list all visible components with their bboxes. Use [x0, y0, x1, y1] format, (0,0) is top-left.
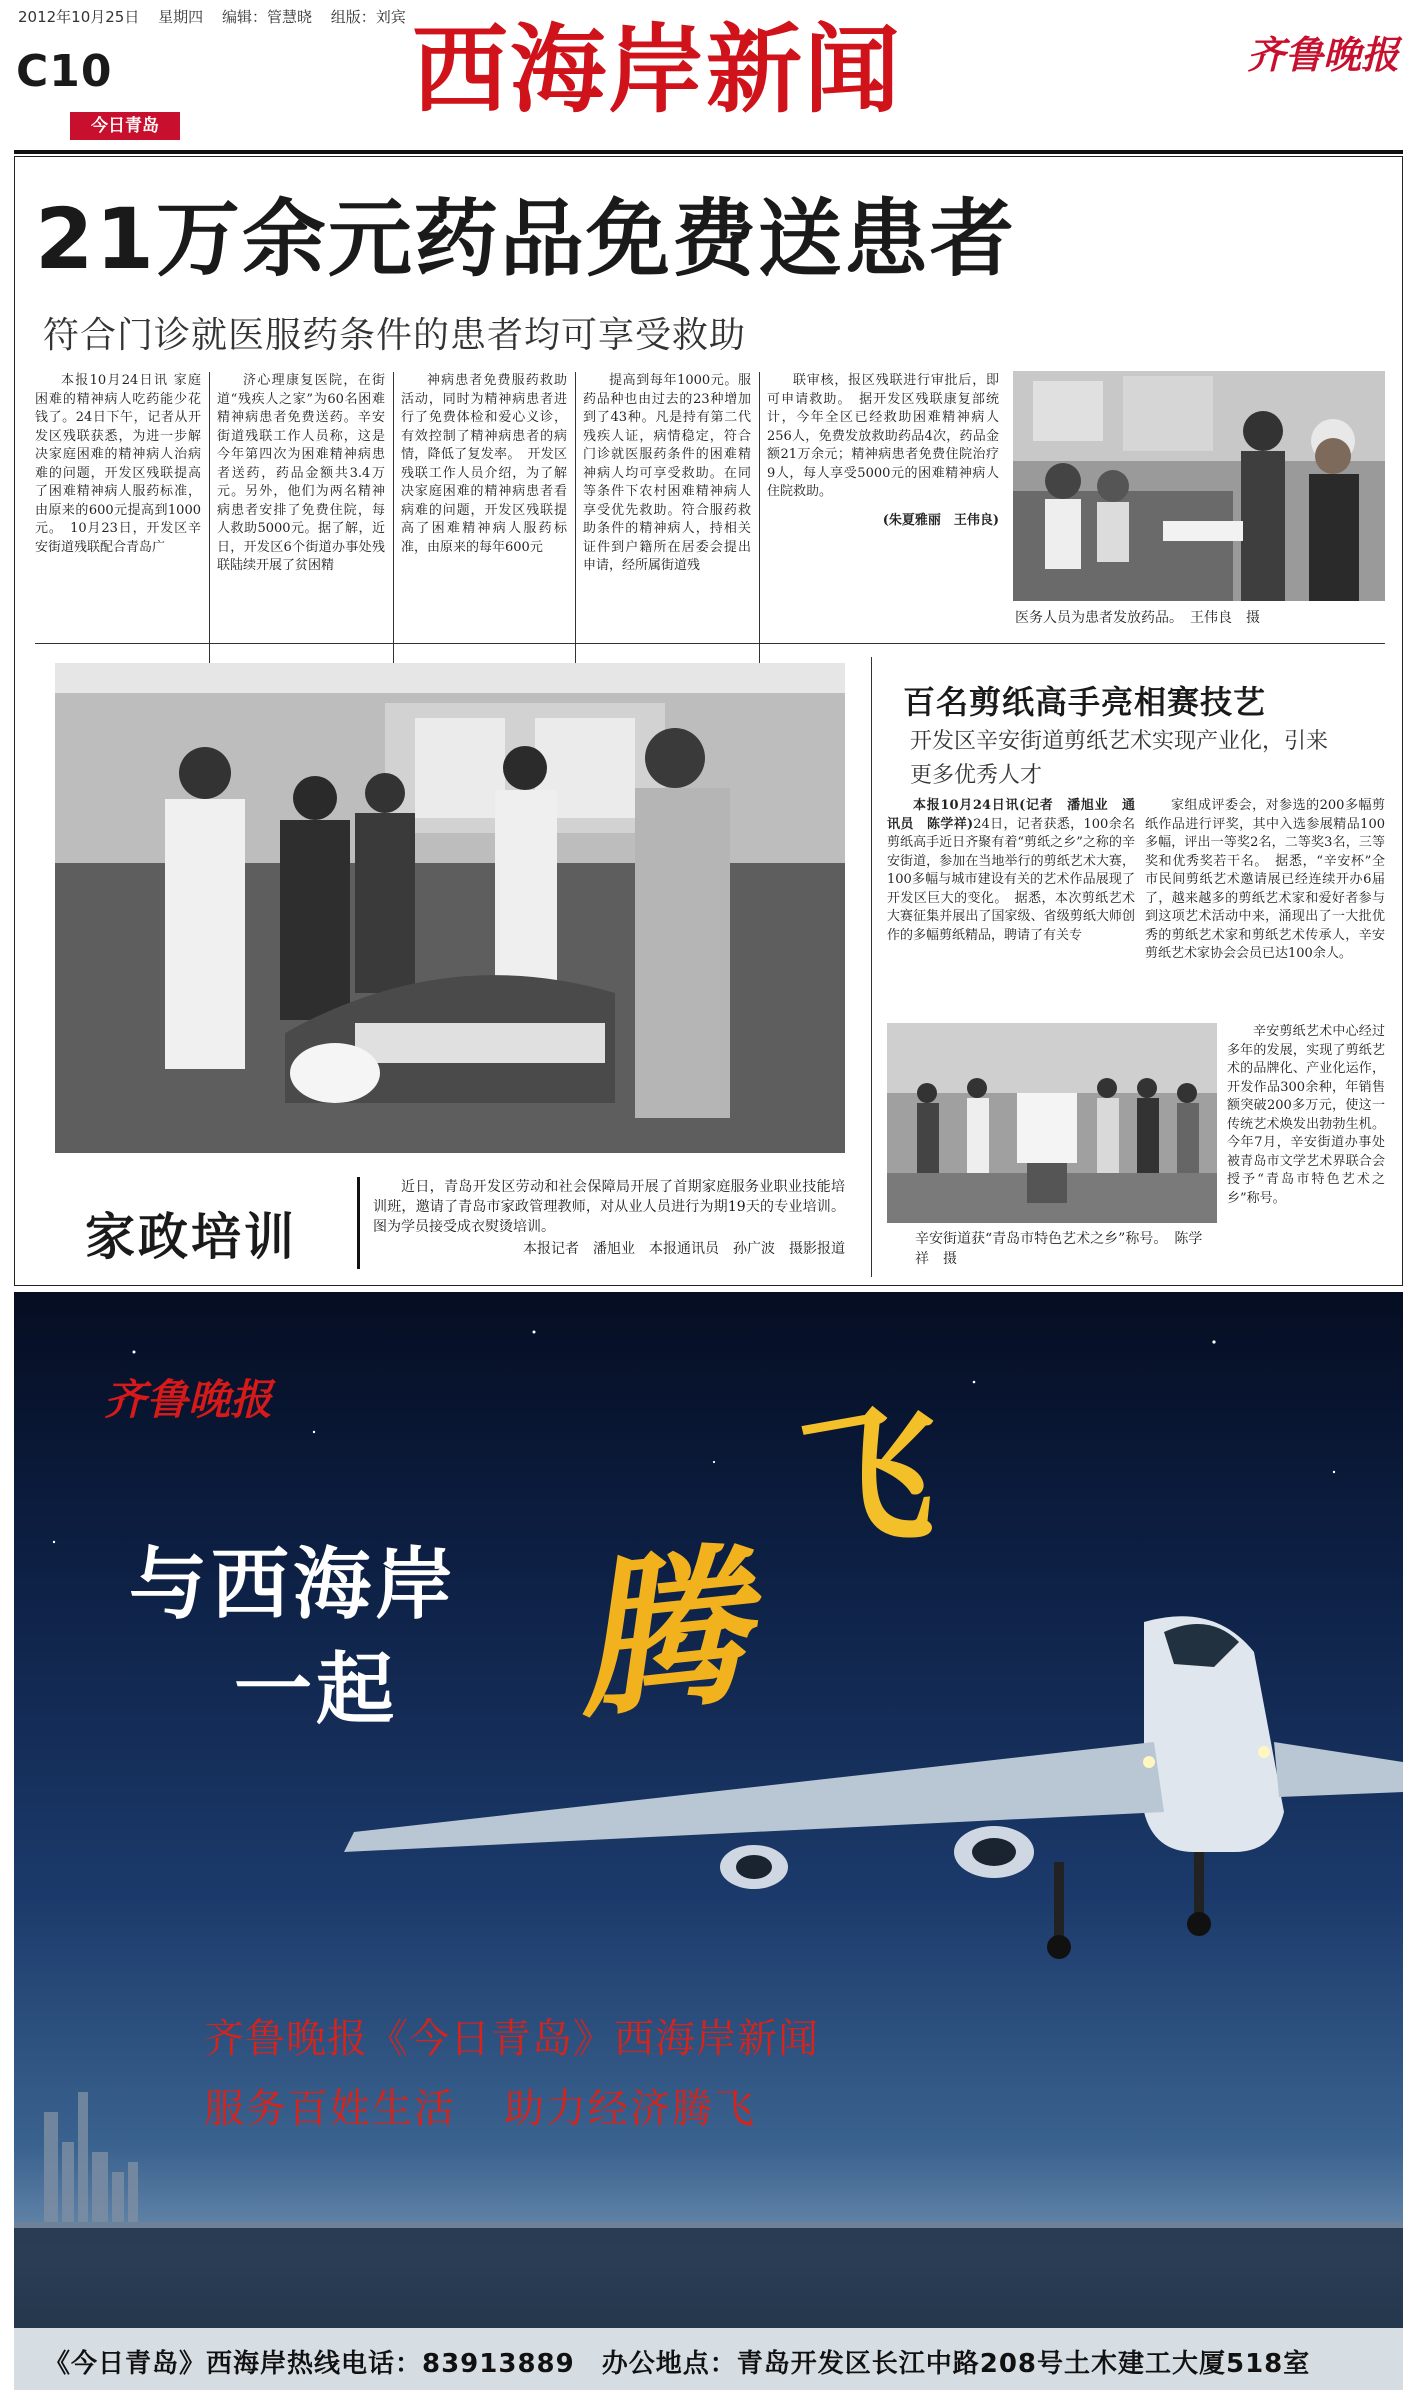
ad-calligraphy-fei: 飞 [762, 1383, 941, 1583]
papercut-column-3: 辛安剪纸艺术中心经过多年的发展，实现了剪纸艺术的品牌化、产业化运作，开发作品300余种，年销售额突破200多万元，使这一传统艺术焕发出勃勃生机。今年7月，辛安街道办事处被青岛市文学艺术界联合会授予“青岛市特色艺术之乡”称号。 [1227, 1024, 1385, 1206]
papercut-subtitle: 开发区辛安街道剪纸艺术实现产业化，引来更多优秀人才 [910, 729, 1329, 788]
section-badge: 今日青岛 [70, 112, 180, 140]
lead-column-4: 提高到每年1000元。服药品种也由过去的23种增加到了43种。凡是持有第二代残疾人证，病情稳定，符合门诊就医服药条件的困难精神病人均可享受救助。在同等条件下农村困难精神病人享受优先救助。符合服药救助条件的精神病人，持相关证件到户籍所在居委会提出申请，经所属街道残 [583, 373, 751, 573]
papercut-photo [887, 1023, 1217, 1223]
lead-column-1: 本报10月24日讯 家庭困难的精神病人吃药能少花钱了。24日下午，记者从开发区残联获悉，为进一步解决家庭困难的精神病人治病难的问题，开发区残联提高了困难精神病人服药标准，由原来的600元提高到1000元。 10月23日，开发区辛安街道残联配合青岛广 [35, 373, 201, 555]
photo-story-body: 近日，青岛开发区劳动和社会保障局开展了首期家庭服务业职业技能培训班，邀请了青岛市家政管理教师，对从业人员进行为期19天的专业培训。图为学员接受成衣熨烫培训。 [373, 1179, 845, 1235]
ad-brand-logo: 齐鲁晚报 [104, 1375, 273, 1424]
lead-subhead: 符合门诊就医服药条件的患者均可享受救助 [43, 315, 747, 356]
papercut-photo-caption: 辛安街道获“青岛市特色艺术之乡”称号。 陈学祥 摄 [915, 1231, 1203, 1267]
papercut-column-2: 家组成评委会，对参选的200多幅剪纸作品进行评奖，其中入选参展精品100多幅，评出一等奖2名，二等奖3名，三等奖和优秀奖若干名。 据悉，“辛安杯”全市民间剪纸艺术邀请展已经连续开办6届了，越来越多的剪纸艺术家和爱好者参与到这项艺术活动中来，涌现出了一大批优秀的剪纸艺术家和剪纸艺术传承人，辛安剪纸艺术家协会会员已达100余人。 [1145, 798, 1385, 961]
masthead-title: 西海岸新闻 [412, 13, 902, 126]
ad-slogan-2a: 服务百姓生活 [204, 2086, 456, 2132]
lead-credit: (朱夏雅丽 王伟良) [882, 512, 999, 528]
medicine-photo-caption: 医务人员为患者发放药品。 王伟良 摄 [1015, 610, 1260, 626]
editor-credit: 编辑：管慧晓 [221, 8, 312, 26]
housekeeping-photo-image [55, 663, 845, 1153]
ad-headline-1: 与西海岸 [129, 1540, 458, 1630]
column-divider [871, 657, 872, 1277]
layout-credit: 组版：刘宾 [330, 8, 406, 26]
news-frame [14, 156, 1403, 1286]
ad-footer-bar [14, 2328, 1403, 2390]
lead-column-2: 济心理康复医院，在街道“残疾人之家”为60名困难精神病患者免费送药。辛安街道残联工作人员称，这是今年第四次为困难精神病患者送药，药品金额共3.4万元。另外，他们为两名精神病患者安排了免费住院，每人救助5000元。据了解，近日，开发区6个街道办事处残联陆续开展了贫困精 [217, 373, 385, 573]
ad-slogan-2 [204, 2077, 804, 2134]
ad-slogan-2b: 助力经济腾飞 [504, 2086, 756, 2132]
housekeeping-photo [55, 663, 845, 1153]
medicine-photo [1013, 371, 1385, 601]
photo-story-bar [357, 1177, 360, 1269]
photo-story-text [373, 1177, 845, 1259]
ad-contact-info: 《今日青岛》西海岸热线电话：83913889 办公地点：青岛开发区长江中路208号土木建工大厦518室 [44, 2349, 1311, 2379]
brand-logo: 齐鲁晚报 [1246, 32, 1399, 77]
issue-weekday: 星期四 [158, 8, 204, 26]
papercut-photo-image [887, 1023, 1217, 1223]
lead-column-5: 联审核，报区残联进行审批后，即可申请救助。 据开发区残联康复部统计，今年全区已经救助困难精神病人256人，免费发放救助药品4次，药品金额21万余元；精神病患者免费住院治疗9人，每人享受5000元的困难精神病人住院救助。 (朱夏雅丽 王伟良) [767, 372, 999, 530]
ad-headline-2: 一起 [234, 1645, 399, 1735]
section-divider [35, 643, 1385, 644]
ad-calligraphy-teng: 腾 [565, 1525, 756, 1743]
issue-date: 2012年10月25日 [18, 8, 140, 26]
lead-column-3: 神病患者免费服药救助活动，同时为精神病患者进行了免费体检和爱心义诊，有效控制了精神病患者的病情，降低了复发率。 开发区残联工作人员介绍，为了解决家庭困难的精神病患者看病难的问题，开发区残联提高了困难精神病人服药标准，由原来的每年600元 [401, 373, 567, 555]
papercut-column-1 [887, 797, 1135, 945]
photo-story-title: 家政培训 [85, 1208, 297, 1266]
papercut-byline: 本报10月24日讯(记者 潘旭业 通讯员 陈学祥) [887, 798, 1135, 832]
photo-story-credit: 本报记者 潘旭业 本报通讯员 孙广波 摄影报道 [523, 1241, 845, 1257]
header-meta [18, 6, 420, 27]
papercut-body-1: 24日，记者获悉，100余名剪纸高手近日齐聚有着“剪纸之乡”之称的辛安街道，参加在当地举行的剪纸艺术大赛，100多幅与城市建设有关的艺术作品展现了开发区巨大的变化。 据悉，本次剪纸艺术大赛征集并展出了国家级、省级剪纸大师创作的多幅剪纸精品，聘请了有关专 [887, 816, 1136, 943]
papercut-title: 百名剪纸高手亮相赛技艺 [903, 683, 1267, 721]
ad-slogan-1: 齐鲁晚报《今日青岛》西海岸新闻 [204, 2016, 819, 2062]
airplane-illustration [14, 1292, 1403, 2390]
advertisement-banner [14, 1292, 1403, 2390]
lead-headline: 21万余元药品免费送患者 [35, 190, 1016, 288]
medicine-photo-image [1013, 371, 1385, 601]
header-divider [14, 150, 1403, 154]
page-number: C10 [16, 46, 113, 97]
